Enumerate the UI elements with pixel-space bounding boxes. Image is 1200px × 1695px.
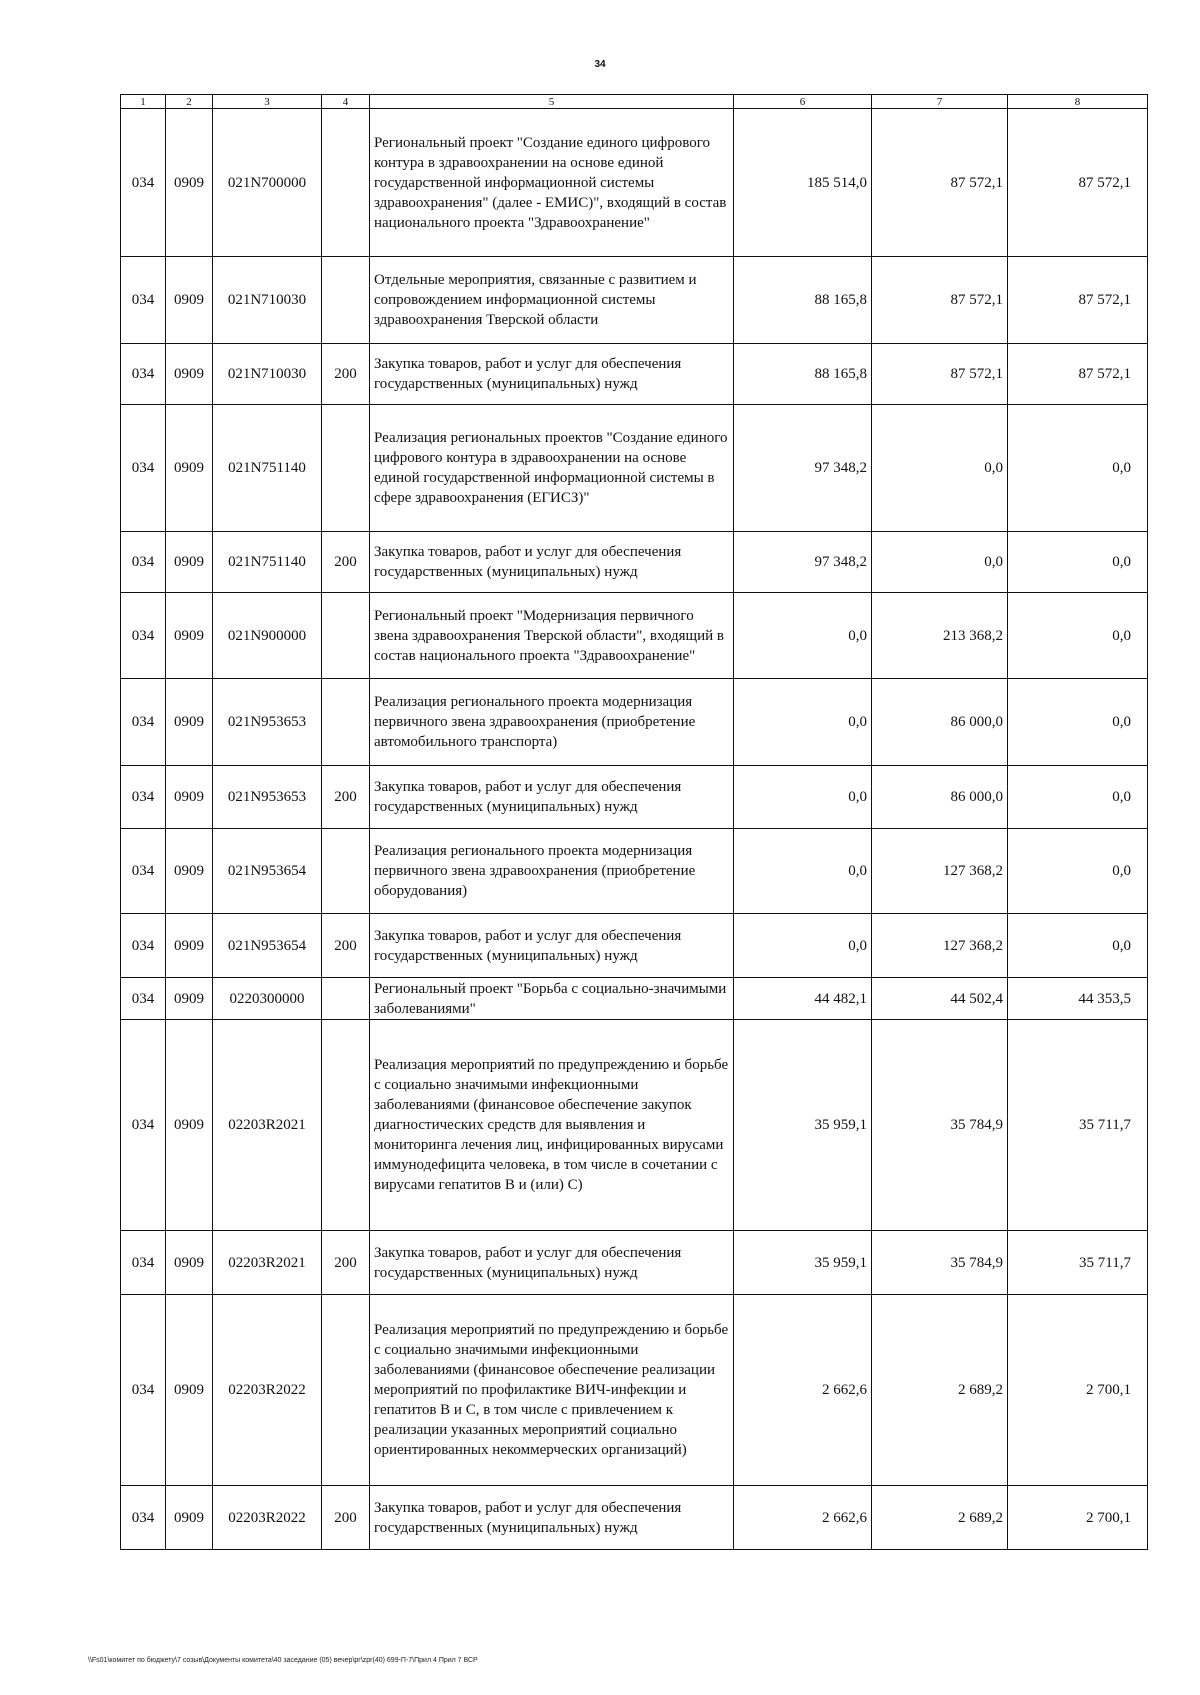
section-code: 0909 <box>166 344 213 405</box>
ministry-code: 034 <box>121 1295 166 1486</box>
amount-col-8: 0,0 <box>1008 679 1148 766</box>
expense-type-code <box>322 109 370 257</box>
target-article-code: 02203R2022 <box>213 1295 322 1486</box>
amount-col-8: 35 711,7 <box>1008 1231 1148 1295</box>
amount-col-8: 0,0 <box>1008 532 1148 593</box>
expense-type-code: 200 <box>322 344 370 405</box>
target-article-code: 021N700000 <box>213 109 322 257</box>
item-description: Реализация регионального проекта модернизация первичного звена здравоохранения (приобретение автомобильного транспорта) <box>370 679 734 766</box>
target-article-code: 021N710030 <box>213 344 322 405</box>
table-header-row <box>121 95 1148 109</box>
ministry-code: 034 <box>121 405 166 532</box>
section-code: 0909 <box>166 109 213 257</box>
ministry-code: 034 <box>121 344 166 405</box>
ministry-code: 034 <box>121 1231 166 1295</box>
amount-col-6: 35 959,1 <box>734 1020 872 1231</box>
amount-col-6: 185 514,0 <box>734 109 872 257</box>
target-article-code: 02203R2022 <box>213 1486 322 1550</box>
ministry-code: 034 <box>121 109 166 257</box>
ministry-code: 034 <box>121 257 166 344</box>
section-code: 0909 <box>166 593 213 679</box>
ministry-code: 034 <box>121 766 166 829</box>
expense-type-code: 200 <box>322 914 370 978</box>
section-code: 0909 <box>166 679 213 766</box>
amount-col-8: 87 572,1 <box>1008 257 1148 344</box>
header-col-8: 8 <box>1008 95 1148 109</box>
item-description: Закупка товаров, работ и услуг для обеспечения государственных (муниципальных) нужд <box>370 766 734 829</box>
header-col-5: 5 <box>370 95 734 109</box>
item-description: Реализация мероприятий по предупреждению и борьбе с социально значимыми инфекционными заболеваниями (финансовое обеспечение реализации мероприятий по профилактике ВИЧ-инфекции и гепатитов В и С, в том числе с привлечением к реализации указанных мероприятий социально ориентированных некоммерческих организаций) <box>370 1295 734 1486</box>
amount-col-7: 35 784,9 <box>872 1020 1008 1231</box>
item-description: Закупка товаров, работ и услуг для обеспечения государственных (муниципальных) нужд <box>370 1486 734 1550</box>
table-row <box>121 829 1148 914</box>
expense-type-code <box>322 405 370 532</box>
target-article-code: 02203R2021 <box>213 1020 322 1231</box>
section-code: 0909 <box>166 1231 213 1295</box>
section-code: 0909 <box>166 532 213 593</box>
table-row <box>121 1486 1148 1550</box>
amount-col-7: 87 572,1 <box>872 344 1008 405</box>
amount-col-8: 35 711,7 <box>1008 1020 1148 1231</box>
item-description: Закупка товаров, работ и услуг для обеспечения государственных (муниципальных) нужд <box>370 914 734 978</box>
table-row <box>121 679 1148 766</box>
budget-table <box>120 94 1148 1550</box>
item-description: Закупка товаров, работ и услуг для обеспечения государственных (муниципальных) нужд <box>370 344 734 405</box>
item-description: Закупка товаров, работ и услуг для обеспечения государственных (муниципальных) нужд <box>370 532 734 593</box>
amount-col-7: 2 689,2 <box>872 1295 1008 1486</box>
header-col-3: 3 <box>213 95 322 109</box>
expense-type-code: 200 <box>322 1486 370 1550</box>
table-row <box>121 978 1148 1020</box>
header-col-7: 7 <box>872 95 1008 109</box>
amount-col-7: 2 689,2 <box>872 1486 1008 1550</box>
amount-col-7: 0,0 <box>872 532 1008 593</box>
section-code: 0909 <box>166 1020 213 1231</box>
section-code: 0909 <box>166 978 213 1020</box>
ministry-code: 034 <box>121 679 166 766</box>
amount-col-7: 86 000,0 <box>872 766 1008 829</box>
amount-col-7: 0,0 <box>872 405 1008 532</box>
ministry-code: 034 <box>121 532 166 593</box>
amount-col-8: 87 572,1 <box>1008 344 1148 405</box>
amount-col-6: 44 482,1 <box>734 978 872 1020</box>
expense-type-code: 200 <box>322 532 370 593</box>
ministry-code: 034 <box>121 1020 166 1231</box>
section-code: 0909 <box>166 914 213 978</box>
amount-col-8: 0,0 <box>1008 766 1148 829</box>
header-col-6: 6 <box>734 95 872 109</box>
ministry-code: 034 <box>121 978 166 1020</box>
amount-col-6: 0,0 <box>734 593 872 679</box>
item-description: Региональный проект "Создание единого цифрового контура в здравоохранении на основе единой государственной информационной системы здравоохранения" (далее - ЕМИС)", входящий в состав национального проекта "Здравоохранение" <box>370 109 734 257</box>
table-row <box>121 766 1148 829</box>
table-row <box>121 532 1148 593</box>
amount-col-6: 97 348,2 <box>734 405 872 532</box>
expense-type-code <box>322 257 370 344</box>
expense-type-code: 200 <box>322 1231 370 1295</box>
table-row <box>121 405 1148 532</box>
amount-col-8: 0,0 <box>1008 914 1148 978</box>
amount-col-7: 213 368,2 <box>872 593 1008 679</box>
header-col-2: 2 <box>166 95 213 109</box>
amount-col-6: 88 165,8 <box>734 257 872 344</box>
target-article-code: 02203R2021 <box>213 1231 322 1295</box>
amount-col-6: 0,0 <box>734 679 872 766</box>
table-row <box>121 914 1148 978</box>
target-article-code: 021N751140 <box>213 405 322 532</box>
amount-col-6: 2 662,6 <box>734 1486 872 1550</box>
item-description: Реализация регионального проекта модернизация первичного звена здравоохранения (приобретение оборудования) <box>370 829 734 914</box>
section-code: 0909 <box>166 829 213 914</box>
target-article-code: 021N953654 <box>213 914 322 978</box>
item-description: Региональный проект "Модернизация первичного звена здравоохранения Тверской области", входящий в состав национального проекта "Здравоохранение" <box>370 593 734 679</box>
target-article-code: 021N953654 <box>213 829 322 914</box>
amount-col-7: 35 784,9 <box>872 1231 1008 1295</box>
amount-col-8: 0,0 <box>1008 593 1148 679</box>
amount-col-8: 2 700,1 <box>1008 1295 1148 1486</box>
expense-type-code <box>322 679 370 766</box>
ministry-code: 034 <box>121 914 166 978</box>
table-row <box>121 257 1148 344</box>
section-code: 0909 <box>166 257 213 344</box>
amount-col-6: 97 348,2 <box>734 532 872 593</box>
ministry-code: 034 <box>121 1486 166 1550</box>
amount-col-8: 44 353,5 <box>1008 978 1148 1020</box>
amount-col-7: 44 502,4 <box>872 978 1008 1020</box>
amount-col-7: 127 368,2 <box>872 829 1008 914</box>
item-description: Отдельные мероприятия, связанные с развитием и сопровождением информационной системы здравоохранения Тверской области <box>370 257 734 344</box>
expense-type-code <box>322 593 370 679</box>
page-number: 34 <box>594 59 606 70</box>
table-row <box>121 344 1148 405</box>
expense-type-code: 200 <box>322 766 370 829</box>
header-col-1: 1 <box>121 95 166 109</box>
table-row <box>121 1231 1148 1295</box>
expense-type-code <box>322 829 370 914</box>
target-article-code: 021N710030 <box>213 257 322 344</box>
amount-col-6: 0,0 <box>734 766 872 829</box>
table-row <box>121 593 1148 679</box>
amount-col-7: 127 368,2 <box>872 914 1008 978</box>
amount-col-6: 0,0 <box>734 829 872 914</box>
ministry-code: 034 <box>121 829 166 914</box>
expense-type-code <box>322 1295 370 1486</box>
expense-type-code <box>322 1020 370 1231</box>
target-article-code: 021N953653 <box>213 766 322 829</box>
target-article-code: 021N751140 <box>213 532 322 593</box>
amount-col-6: 2 662,6 <box>734 1295 872 1486</box>
amount-col-7: 87 572,1 <box>872 257 1008 344</box>
table-row <box>121 1295 1148 1486</box>
ministry-code: 034 <box>121 593 166 679</box>
section-code: 0909 <box>166 766 213 829</box>
footer-file-path: \\Fs01\комитет по бюджету\7 созыв\Документы комитета\40 заседание (05) вечер\рг\zpr(40) 699-П-7\Прил 4 Прил 7 ВСР <box>88 1657 478 1664</box>
item-description: Реализация мероприятий по предупреждению и борьбе с социально значимыми инфекционными заболеваниями (финансовое обеспечение закупок диагностических средств для выявления и мониторинга лечения лиц, инфицированных вирусами иммунодефицита человека, в том числе в сочетании с вирусами гепатитов В и (или) С) <box>370 1020 734 1231</box>
section-code: 0909 <box>166 1295 213 1486</box>
target-article-code: 021N900000 <box>213 593 322 679</box>
item-description: Реализация региональных проектов "Создание единого цифрового контура в здравоохранении на основе единой государственной информационной системы в сфере здравоохранения (ЕГИСЗ)" <box>370 405 734 532</box>
amount-col-8: 0,0 <box>1008 405 1148 532</box>
item-description: Региональный проект "Борьба с социально-значимыми заболеваниями" <box>370 978 734 1020</box>
target-article-code: 021N953653 <box>213 679 322 766</box>
amount-col-7: 87 572,1 <box>872 109 1008 257</box>
amount-col-8: 0,0 <box>1008 829 1148 914</box>
header-col-4: 4 <box>322 95 370 109</box>
amount-col-7: 86 000,0 <box>872 679 1008 766</box>
table-row <box>121 109 1148 257</box>
amount-col-8: 2 700,1 <box>1008 1486 1148 1550</box>
table-row <box>121 1020 1148 1231</box>
target-article-code: 0220300000 <box>213 978 322 1020</box>
item-description: Закупка товаров, работ и услуг для обеспечения государственных (муниципальных) нужд <box>370 1231 734 1295</box>
amount-col-6: 35 959,1 <box>734 1231 872 1295</box>
section-code: 0909 <box>166 405 213 532</box>
expense-type-code <box>322 978 370 1020</box>
amount-col-6: 88 165,8 <box>734 344 872 405</box>
amount-col-6: 0,0 <box>734 914 872 978</box>
section-code: 0909 <box>166 1486 213 1550</box>
amount-col-8: 87 572,1 <box>1008 109 1148 257</box>
